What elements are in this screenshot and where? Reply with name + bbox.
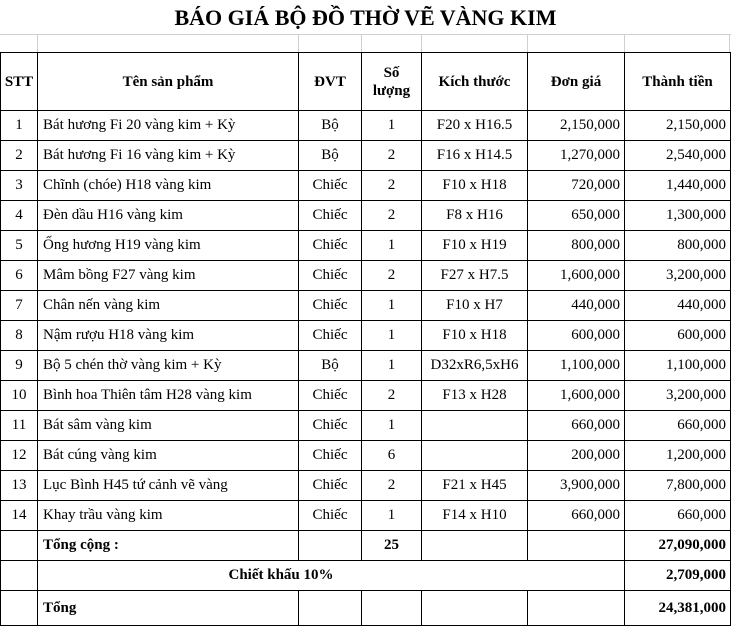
header-quantity-line2: lượng [372,82,411,99]
cell-stt: 6 [1,261,38,291]
cell-price: 3,900,000 [528,471,625,501]
cell-size: D32xR6,5xH6 [422,351,528,381]
cell-name: Chĩnh (chóe) H18 vàng kim [38,171,299,201]
grand-total-amount: 24,381,000 [625,591,731,626]
cell-size: F13 x H28 [422,381,528,411]
cell-name: Đèn dầu H16 vàng kim [38,201,299,231]
discount-row [1,561,731,591]
cell-total: 3,200,000 [625,381,731,411]
cell-price: 200,000 [528,441,625,471]
cell-name: Bộ 5 chén thờ vàng kim + Kỳ [38,351,299,381]
cell-size: F10 x H19 [422,231,528,261]
cell-price: 440,000 [528,291,625,321]
cell-unit: Chiếc [299,441,362,471]
header-unit-price: Đơn giá [528,53,625,111]
cell-price: 660,000 [528,411,625,441]
header-amount: Thành tiền [625,53,731,111]
subtotal-label: Tổng cộng : [38,531,299,561]
cell-price: 1,600,000 [528,381,625,411]
cell-price: 800,000 [528,231,625,261]
cell-price: 1,270,000 [528,141,625,171]
cell-price: 660,000 [528,501,625,531]
header-stt: STT [1,53,38,111]
subtotal-row [1,531,731,561]
cell-qty: 2 [362,201,422,231]
table-row [1,141,731,171]
cell-size: F10 x H7 [422,291,528,321]
cell-total: 440,000 [625,291,731,321]
cell-unit: Bộ [299,141,362,171]
cell-total: 660,000 [625,501,731,531]
cell-size [422,411,528,441]
cell-total: 660,000 [625,411,731,441]
grand-total-row [1,591,731,626]
header-quantity [362,53,422,111]
cell-name: Lục Bình H45 tứ cảnh vẽ vàng [38,471,299,501]
cell-size: F10 x H18 [422,321,528,351]
cell-qty: 2 [362,171,422,201]
table-header-row [1,53,731,111]
grand-total-label: Tổng [38,591,299,626]
cell-unit: Bộ [299,111,362,141]
cell-price: 600,000 [528,321,625,351]
cell-stt: 11 [1,411,38,441]
cell-name: Bát hương Fi 16 vàng kim + Kỳ [38,141,299,171]
cell-price: 720,000 [528,171,625,201]
cell-size [422,441,528,471]
cell-stt: 3 [1,171,38,201]
cell-total: 2,540,000 [625,141,731,171]
cell-size: F8 x H16 [422,201,528,231]
cell-size: F14 x H10 [422,501,528,531]
cell-qty: 1 [362,501,422,531]
cell-qty: 6 [362,441,422,471]
cell-name: Chân nến vàng kim [38,291,299,321]
cell-qty: 1 [362,411,422,441]
cell-stt: 14 [1,501,38,531]
cell-name: Bình hoa Thiên tâm H28 vàng kim [38,381,299,411]
cell-name: Bát cúng vàng kim [38,441,299,471]
cell-stt: 4 [1,201,38,231]
page-title: BÁO GIÁ BỘ ĐỒ THỜ VẼ VÀNG KIM [174,5,557,30]
cell-price: 1,100,000 [528,351,625,381]
cell-stt: 5 [1,231,38,261]
table-row [1,201,731,231]
subtotal-amount: 27,090,000 [625,531,731,561]
cell-name: Bát sâm vàng kim [38,411,299,441]
cell-stt: 1 [1,111,38,141]
cell-price: 2,150,000 [528,111,625,141]
cell-total: 3,200,000 [625,261,731,291]
cell-unit: Chiếc [299,231,362,261]
cell-stt: 9 [1,351,38,381]
cell-unit: Chiếc [299,471,362,501]
table-row [1,351,731,381]
cell-size: F21 x H45 [422,471,528,501]
header-quantity-line1: Số [383,64,400,81]
cell-unit: Chiếc [299,291,362,321]
cell-size: F10 x H18 [422,171,528,201]
cell-stt: 7 [1,291,38,321]
cell-total: 1,200,000 [625,441,731,471]
cell-total: 800,000 [625,231,731,261]
table-row [1,321,731,351]
cell-total: 1,440,000 [625,171,731,201]
discount-label: Chiết khấu 10% [38,561,625,591]
cell-total: 1,300,000 [625,201,731,231]
cell-total: 7,800,000 [625,471,731,501]
discount-amount: 2,709,000 [625,561,731,591]
cell-qty: 2 [362,261,422,291]
cell-name: Bát hương Fi 20 vàng kim + Kỳ [38,111,299,141]
cell-stt: 12 [1,441,38,471]
cell-name: Nậm rượu H18 vàng kim [38,321,299,351]
cell-size: F16 x H14.5 [422,141,528,171]
header-size: Kích thước [422,53,528,111]
cell-name: Mâm bồng F27 vàng kim [38,261,299,291]
cell-name: Khay trầu vàng kim [38,501,299,531]
table-row [1,411,731,441]
cell-unit: Bộ [299,351,362,381]
header-unit: ĐVT [299,53,362,111]
cell-qty: 1 [362,321,422,351]
cell-price: 650,000 [528,201,625,231]
cell-stt: 10 [1,381,38,411]
cell-size: F20 x H16.5 [422,111,528,141]
cell-total: 600,000 [625,321,731,351]
table-row [1,171,731,201]
cell-qty: 2 [362,471,422,501]
table-row [1,261,731,291]
cell-unit: Chiếc [299,381,362,411]
table-row [1,231,731,261]
blank-spacer-row [0,34,731,53]
cell-size: F27 x H7.5 [422,261,528,291]
cell-unit: Chiếc [299,321,362,351]
subtotal-quantity: 25 [362,531,422,561]
cell-qty: 2 [362,141,422,171]
table-row [1,441,731,471]
cell-unit: Chiếc [299,501,362,531]
cell-stt: 2 [1,141,38,171]
cell-qty: 1 [362,291,422,321]
table-row [1,291,731,321]
table-row [1,111,731,141]
table-row [1,501,731,531]
price-quote-table [0,52,731,626]
cell-unit: Chiếc [299,261,362,291]
table-row [1,471,731,501]
header-product-name: Tên sản phẩm [38,53,299,111]
cell-qty: 1 [362,351,422,381]
cell-unit: Chiếc [299,201,362,231]
cell-total: 2,150,000 [625,111,731,141]
cell-unit: Chiếc [299,171,362,201]
cell-stt: 13 [1,471,38,501]
cell-name: Ống hương H19 vàng kim [38,231,299,261]
cell-qty: 2 [362,381,422,411]
cell-price: 1,600,000 [528,261,625,291]
cell-total: 1,100,000 [625,351,731,381]
cell-unit: Chiếc [299,411,362,441]
cell-qty: 1 [362,111,422,141]
cell-stt: 8 [1,321,38,351]
cell-qty: 1 [362,231,422,261]
table-row [1,381,731,411]
